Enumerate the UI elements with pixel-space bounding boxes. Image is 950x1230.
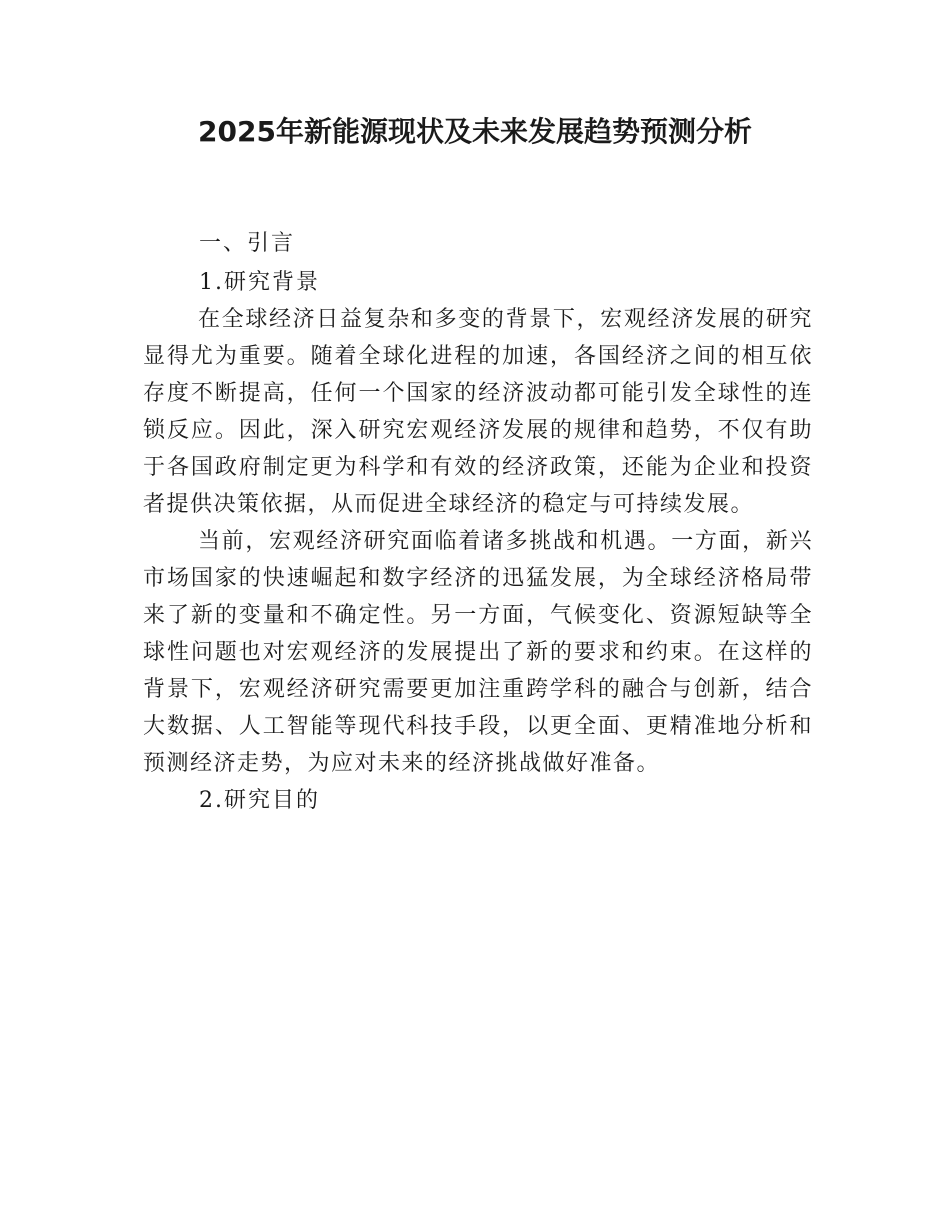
document-body	[143, 225, 813, 819]
paragraph-background-1: 在全球经济日益复杂和多变的背景下，宏观经济发展的研究显得尤为重要。随着全球化进程的加速，各国经济之间的相互依存度不断提高，任何一个国家的经济波动都可能引发全球性的连锁反应。因此，深入研究宏观经济发展的规律和趋势，不仅有助于各国政府制定更为科学和有效的经济政策，还能为企业和投资者提供决策依据，从而促进全球经济的稳定与可持续发展。	[143, 307, 813, 517]
subsection-heading-background: 1.研究背景	[199, 270, 320, 295]
subsection-heading-purpose: 2.研究目的	[199, 788, 320, 813]
section-heading-introduction: 一、引言	[199, 231, 296, 256]
paragraph-background-2: 当前，宏观经济研究面临着诸多挑战和机遇。一方面，新兴市场国家的快速崛起和数字经济的迅猛发展，为全球经济格局带来了新的变量和不确定性。另一方面，气候变化、资源短缺等全球性问题也对宏观经济的发展提出了新的要求和约束。在这样的背景下，宏观经济研究需要更加注重跨学科的融合与创新，结合大数据、人工智能等现代科技手段，以更全面、更精准地分析和预测经济走势，为应对未来的经济挑战做好准备。	[143, 529, 813, 776]
document-title: 2025年新能源现状及未来发展趋势预测分析	[198, 115, 752, 148]
